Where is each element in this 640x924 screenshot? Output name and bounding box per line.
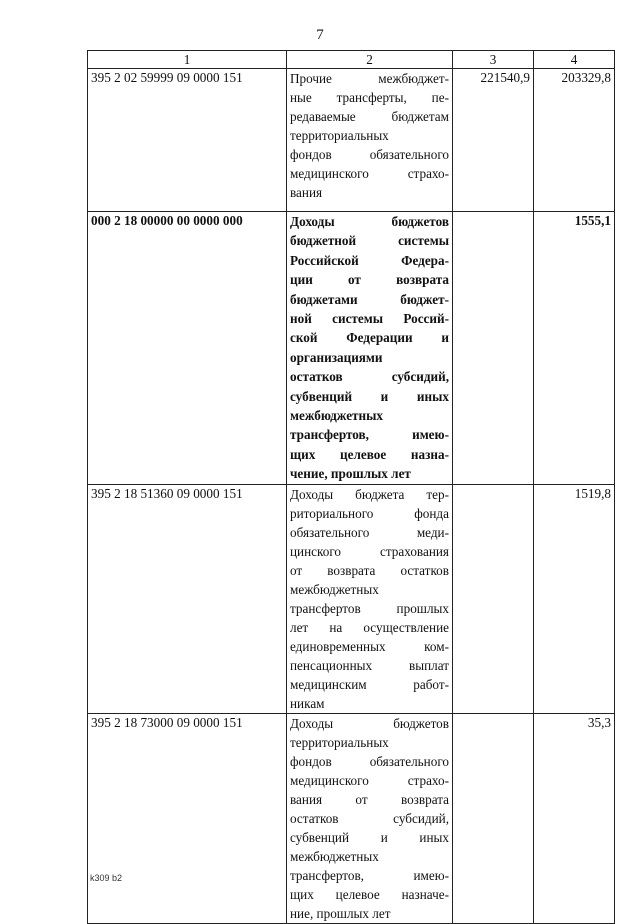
table-row [88, 69, 615, 212]
row-code: 000 2 18 00000 00 0000 000 [88, 212, 287, 485]
row-code: 395 2 18 73000 09 0000 151 [88, 713, 287, 923]
description-line: медицинского страхо- [290, 166, 449, 181]
row-col4-value: 35,3 [534, 713, 615, 923]
description-line: никам [290, 695, 325, 711]
row-col3-value [453, 484, 534, 713]
description-line: бюджетами бюджет- [290, 291, 449, 307]
description-line: от возврата остатков [290, 562, 449, 578]
description-line: межбюджетных [290, 581, 379, 597]
description-line: трансфертов, имею- [290, 427, 449, 443]
description-line: трансфертов, имею- [290, 867, 449, 883]
row-col3-value [453, 212, 534, 485]
description-line: чение, прошлых лет [290, 466, 411, 482]
description-line: пенсационных выплат [290, 657, 449, 673]
description-line: межбюджетных [290, 848, 379, 864]
description-line: трансфертов прошлых [290, 600, 449, 616]
page-number: 7 [316, 27, 324, 43]
row-code: 395 2 18 51360 09 0000 151 [88, 484, 287, 713]
description-line: ной системы Россий- [290, 311, 449, 327]
table-body [88, 69, 615, 924]
row-description [287, 212, 453, 485]
row-description [287, 713, 453, 923]
description-line: бюджетной системы [290, 233, 449, 249]
description-line: цинского страхования [290, 543, 449, 559]
description-line: Российской Федера- [290, 252, 449, 268]
description-line: единовременных ком- [290, 638, 449, 654]
description-line: редаваемые бюджетам [290, 109, 449, 124]
row-col4-value: 1519,8 [534, 484, 615, 713]
header-col-4: 4 [534, 51, 615, 69]
description-line: ской Федерации и [290, 330, 449, 346]
description-line: субвенций и иных [290, 829, 449, 845]
document-footer-code: k309 b2 [90, 873, 123, 883]
description-line: территориальных [290, 128, 389, 143]
header-col-3: 3 [453, 51, 534, 69]
description-line: территориальных [290, 734, 389, 750]
description-line: медицинского страхо- [290, 772, 449, 788]
table-header-row [88, 51, 615, 69]
header-col-1: 1 [88, 51, 287, 69]
description-line: вания [290, 185, 323, 200]
description-line: Прочие межбюджет- [290, 71, 449, 86]
description-line: ные трансферты, пе- [290, 90, 449, 105]
row-description [287, 69, 453, 212]
description-line: ции от возврата [290, 272, 449, 288]
description-line: фондов обязательного [290, 147, 449, 162]
row-code: 395 2 02 59999 09 0000 151 [88, 69, 287, 212]
description-line: Доходы бюджетов [290, 715, 449, 731]
row-col4-value: 203329,8 [534, 69, 615, 212]
table-row [88, 484, 615, 713]
description-line: остатков субсидий, [290, 810, 449, 826]
description-line: лет на осуществление [290, 619, 449, 635]
description-line: щих целевое назна- [290, 446, 449, 462]
description-line: Доходы бюджета тер- [290, 486, 449, 502]
description-line: межбюджетных [290, 408, 384, 424]
table-row-total [88, 212, 615, 485]
row-col4-value: 1555,1 [534, 212, 615, 485]
row-col3-value: 221540,9 [453, 69, 534, 212]
description-line: ние, прошлых лет [290, 905, 391, 921]
description-line: организациями [290, 349, 383, 365]
description-line: остатков субсидий, [290, 369, 449, 385]
description-line: субвенций и иных [290, 388, 449, 404]
description-line: вания от возврата [290, 791, 449, 807]
description-line: медицинским работ- [290, 676, 449, 692]
budget-revenue-table [87, 50, 615, 924]
header-col-2: 2 [287, 51, 453, 69]
description-line: фондов обязательного [290, 753, 449, 769]
description-line: Доходы бюджетов [290, 214, 449, 229]
row-description [287, 484, 453, 713]
row-col3-value [453, 713, 534, 923]
description-line: риториального фонда [290, 505, 449, 521]
table-row [88, 713, 615, 923]
description-line: щих целевое назначе- [290, 886, 449, 902]
description-line: обязательного меди- [290, 524, 449, 540]
